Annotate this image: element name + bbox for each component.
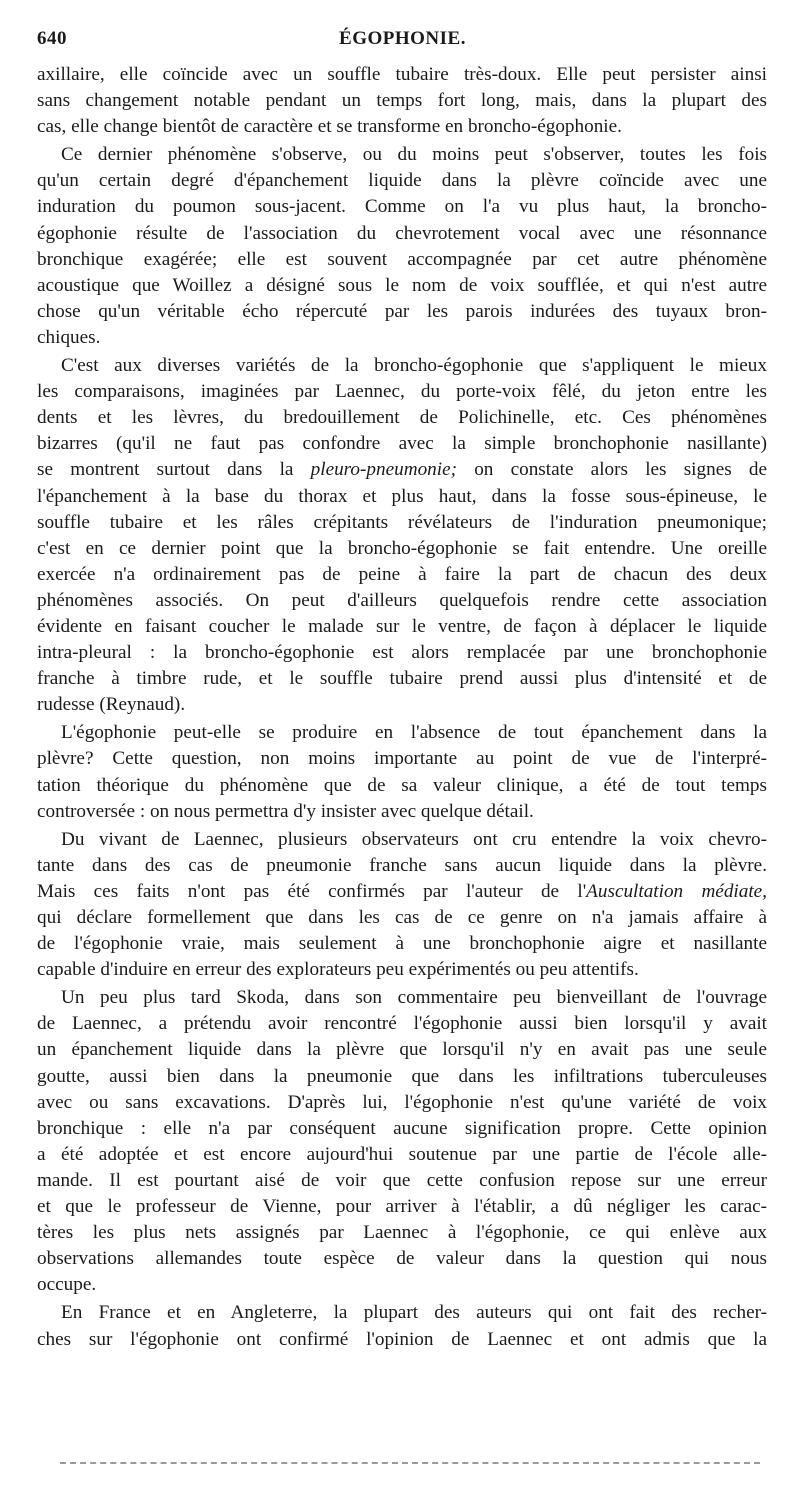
paragraph [37,1300,767,1352]
paragraph [37,827,767,984]
page-number: 640 [37,28,67,49]
text-line: se montrent surtout dans la pleuro-pneumonie; on constate alors les signes de [37,459,767,481]
text-line: bronchique : elle n'a par conséquent aucune signification propre. Cette opinion [37,1117,767,1139]
text-line: plèvre? Cette question, non moins importante au point de vue de l'interpré- [37,748,767,770]
text-line: l'épanchement à la base du thorax et plus haut, dans la fosse sous-épineuse, le [37,485,767,507]
paragraph [37,353,767,718]
italic-title: Auscultation médiate, [586,880,767,902]
text-line: acoustique que Woillez a désigné sous le nom de voix soufflée, et qui n'est autre [37,274,767,296]
text-line: cas, elle change bientôt de caractère et se transforme en broncho-égophonie. [37,116,622,138]
text-line: observations allemandes toute espèce de valeur dans la question qui nous [37,1248,767,1270]
text-line: Mais ces faits n'ont pas été confirmés par l'auteur de l'Auscultation médiate, [37,880,767,902]
text-line: qu'un certain degré d'épanchement liquide dans la plèvre coïncide avec une [37,170,767,192]
text-line: induration du poumon sous-jacent. Comme on l'a vu plus haut, la broncho- [37,196,767,218]
text-line: controversée : on nous permettra d'y insister avec quelque détail. [37,800,534,822]
text-line: chose qu'un véritable écho répercuté par les parois indurées des tuyaux bron- [37,300,767,322]
text-line: tation théorique du phénomène que de sa valeur clinique, a été de tout temps [37,774,767,796]
page-header [37,28,768,58]
text-line: un épanchement liquide dans la plèvre que lorsqu'il n'y en avait pas une seule [37,1039,767,1061]
text-line: chiques. [37,326,101,348]
text-line: mande. Il est pourtant aisé de voir que cette confusion repose sur une erreur [37,1169,767,1191]
text-line: tante dans des cas de pneumonie franche sans aucun liquide dans la plèvre. [37,854,767,876]
text-line: En France et en Angleterre, la plupart des auteurs qui ont fait des recher- [61,1302,767,1324]
text-line: Du vivant de Laennec, plusieurs observateurs ont cru entendre la voix chevro- [61,828,767,850]
text-line: goutte, aussi bien dans la pneumonie que dans les infiltrations tuberculeuses [37,1065,767,1087]
text-line: qui déclare formellement que dans les cas de ce genre on n'a jamais affaire à [37,907,767,928]
text-line: axillaire, elle coïncide avec un souffle tubaire très-doux. Elle peut persister ainsi [37,64,767,85]
paragraph [37,62,767,140]
text-line: intra-pleural : la broncho-égophonie est alors remplacée par une bronchophonie [37,642,767,664]
text-line: Un peu plus tard Skoda, dans son commentaire peu bienveillant de l'ouvrage [61,987,767,1009]
text-line: a été adoptée et est encore aujourd'hui soutenue par une partie de l'école alle- [37,1143,767,1165]
text-line: rudesse (Reynaud). [37,694,186,716]
text-line: L'égophonie peut-elle se produire en l'absence de tout épanchement dans la [61,722,767,744]
text-line: c'est en ce dernier point que la broncho-égophonie se fait entendre. Une oreille [37,537,767,559]
text-line: bizarres (qu'il ne faut pas confondre avec la simple bronchophonie nasillante) [37,433,767,455]
text-line: Ce dernier phénomène s'observe, ou du moins peut s'observer, toutes les fois [61,144,767,166]
body-text [37,62,767,1353]
running-title: ÉGOPHONIE. [339,28,466,49]
paragraph [37,142,767,351]
text-line: dents et les lèvres, du bredouillement de Polichinelle, etc. Ces phénomènes [37,407,767,429]
footer-rule [60,1462,760,1464]
text-line: les comparaisons, imaginées par Laennec, du porte-voix fêlé, du jeton entre les [37,381,767,403]
italic-title: pleuro-pneumonie; [310,459,457,481]
text-line: capable d'induire en erreur des explorateurs peu expérimentés ou peu attentifs. [37,959,639,981]
text-line: avec ou sans excavations. D'après lui, l'égophonie n'est qu'une variété de voix [37,1091,767,1113]
paragraph [37,985,767,1298]
text-line: franche à timbre rude, et le souffle tubaire prend aussi plus d'intensité et de [37,668,767,690]
text-line: bronchique exagérée; elle est souvent accompagnée par cet autre phénomène [37,248,767,270]
text-line: occupe. [37,1274,97,1296]
text-line: de l'égophonie vraie, mais seulement à une bronchophonie aigre et nasillante [37,933,767,955]
text-line: évidente en faisant coucher le malade sur le ventre, de façon à déplacer le liquide [37,615,767,637]
text-line: ches sur l'égophonie ont confirmé l'opinion de Laennec et ont admis que la [37,1328,767,1350]
text-line: sans changement notable pendant un temps fort long, mais, dans la plupart des [37,90,767,112]
text-line: C'est aux diverses variétés de la broncho-égophonie que s'appliquent le mieux [61,355,767,377]
text-line: de Laennec, a prétendu avoir rencontré l'égophonie aussi bien lorsqu'il y avait [37,1013,767,1035]
text-line: égophonie résulte de l'association du chevrotement vocal avec une résonnance [37,222,767,244]
text-line: exercée n'a ordinairement pas de peine à faire la part de chacun des deux [37,563,767,585]
paragraph [37,720,767,824]
text-line: phénomènes associés. On peut d'ailleurs quelquefois rendre cette association [37,589,767,611]
text-line: tères les plus nets assignés par Laennec à l'égophonie, ce qui enlève aux [37,1222,767,1244]
text-line: et que le professeur de Vienne, pour arriver à l'établir, a dû négliger les carac- [37,1196,767,1218]
text-line: souffle tubaire et les râles crépitants révélateurs de l'induration pneumonique; [37,511,767,533]
